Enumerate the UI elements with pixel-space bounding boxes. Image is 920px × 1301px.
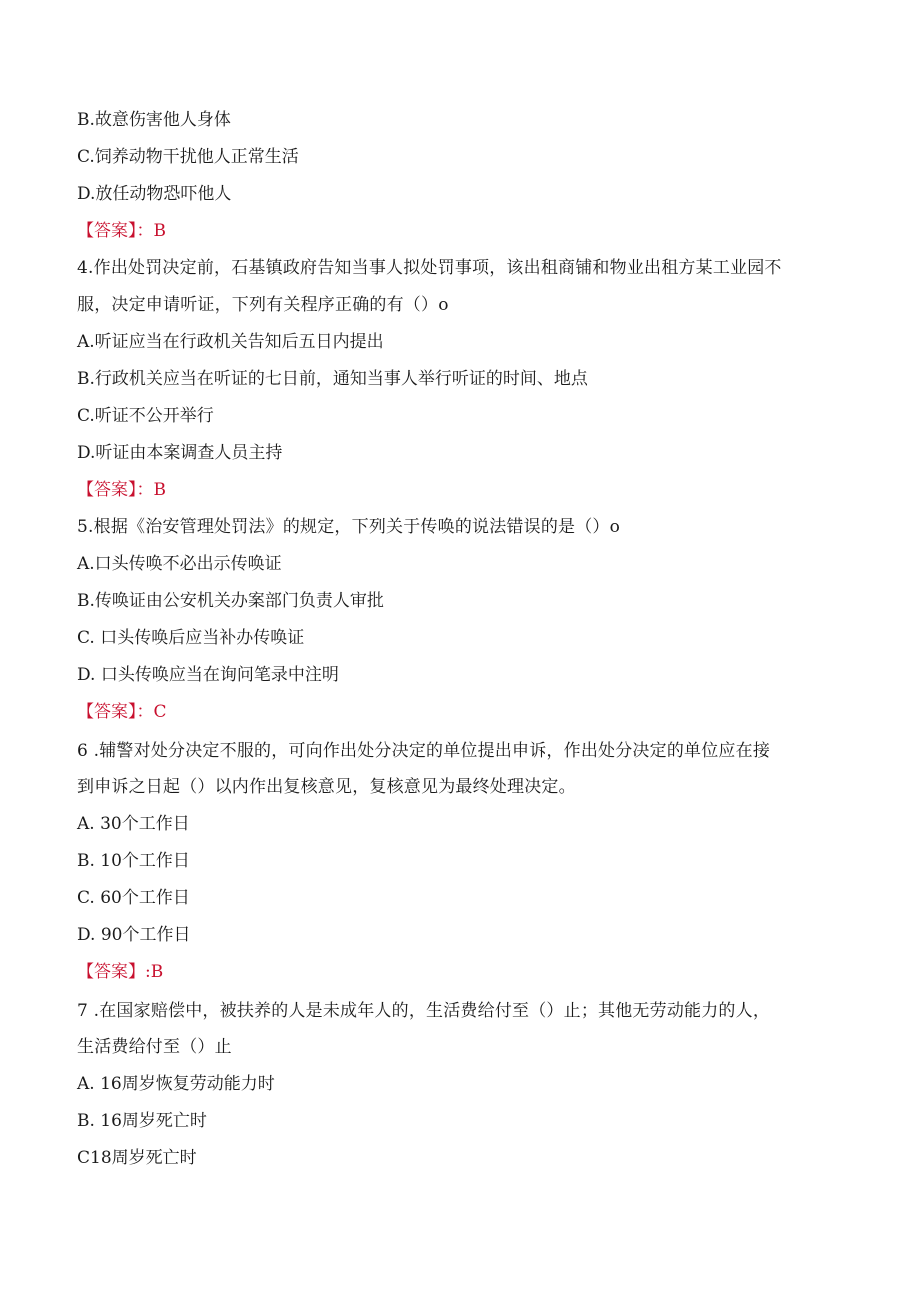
option-line: A.口头传唤不必出示传唤证	[77, 554, 282, 574]
question-line: 服，决定申请听证，下列有关程序正确的有（）o	[77, 295, 449, 315]
option-line: C.听证不公开举行	[77, 406, 214, 426]
question-line: 5.根据《治安管理处罚法》的规定，下列关于传唤的说法错误的是（）o	[77, 517, 621, 537]
option-line: B.行政机关应当在听证的七日前，通知当事人举行听证的时间、地点	[77, 369, 588, 389]
option-line: D. 90个工作日	[77, 925, 191, 945]
answer-line: 【答案】：C	[77, 702, 167, 722]
option-line: C.饲养动物干扰他人正常生活	[77, 147, 299, 167]
option-line: A.听证应当在行政机关告知后五日内提出	[77, 332, 384, 352]
question-line: 6 .辅警对处分决定不服的，可向作出处分决定的单位提出申诉，作出处分决定的单位应在接	[77, 741, 771, 761]
option-line: D.放任动物恐吓他人	[77, 184, 232, 204]
answer-line: 【答案】:B	[77, 962, 164, 982]
option-line: B.故意伤害他人身体	[77, 110, 231, 130]
question-line: 到申诉之日起（）以内作出复核意见，复核意见为最终处理决定。	[77, 777, 576, 797]
answer-line: 【答案】：B	[77, 221, 166, 241]
question-line: 7 .在国家赔偿中，被扶养的人是未成年人的，生活费给付至（）止；其他无劳动能力的人，	[77, 1001, 771, 1021]
option-line: B. 10个工作日	[77, 851, 190, 871]
option-line: B. 16周岁死亡时	[77, 1111, 207, 1131]
option-line: D.听证由本案调查人员主持	[77, 443, 283, 463]
option-line: D. 口头传唤应当在询问笔录中注明	[77, 665, 339, 685]
answer-line: 【答案】：B	[77, 480, 166, 500]
option-line: C. 口头传唤后应当补办传唤证	[77, 628, 305, 648]
question-line: 4.作出处罚决定前，石基镇政府告知当事人拟处罚事项，该出租商铺和物业出租方某工业园不	[77, 258, 782, 278]
option-line: A. 30个工作日	[77, 814, 190, 834]
option-line: C. 60个工作日	[77, 888, 190, 908]
question-line: 生活费给付至（）止	[77, 1037, 232, 1057]
option-line: A. 16周岁恢复劳动能力时	[77, 1074, 275, 1094]
option-line: C18周岁死亡时	[77, 1148, 197, 1168]
option-line: B.传唤证由公安机关办案部门负责人审批	[77, 591, 384, 611]
